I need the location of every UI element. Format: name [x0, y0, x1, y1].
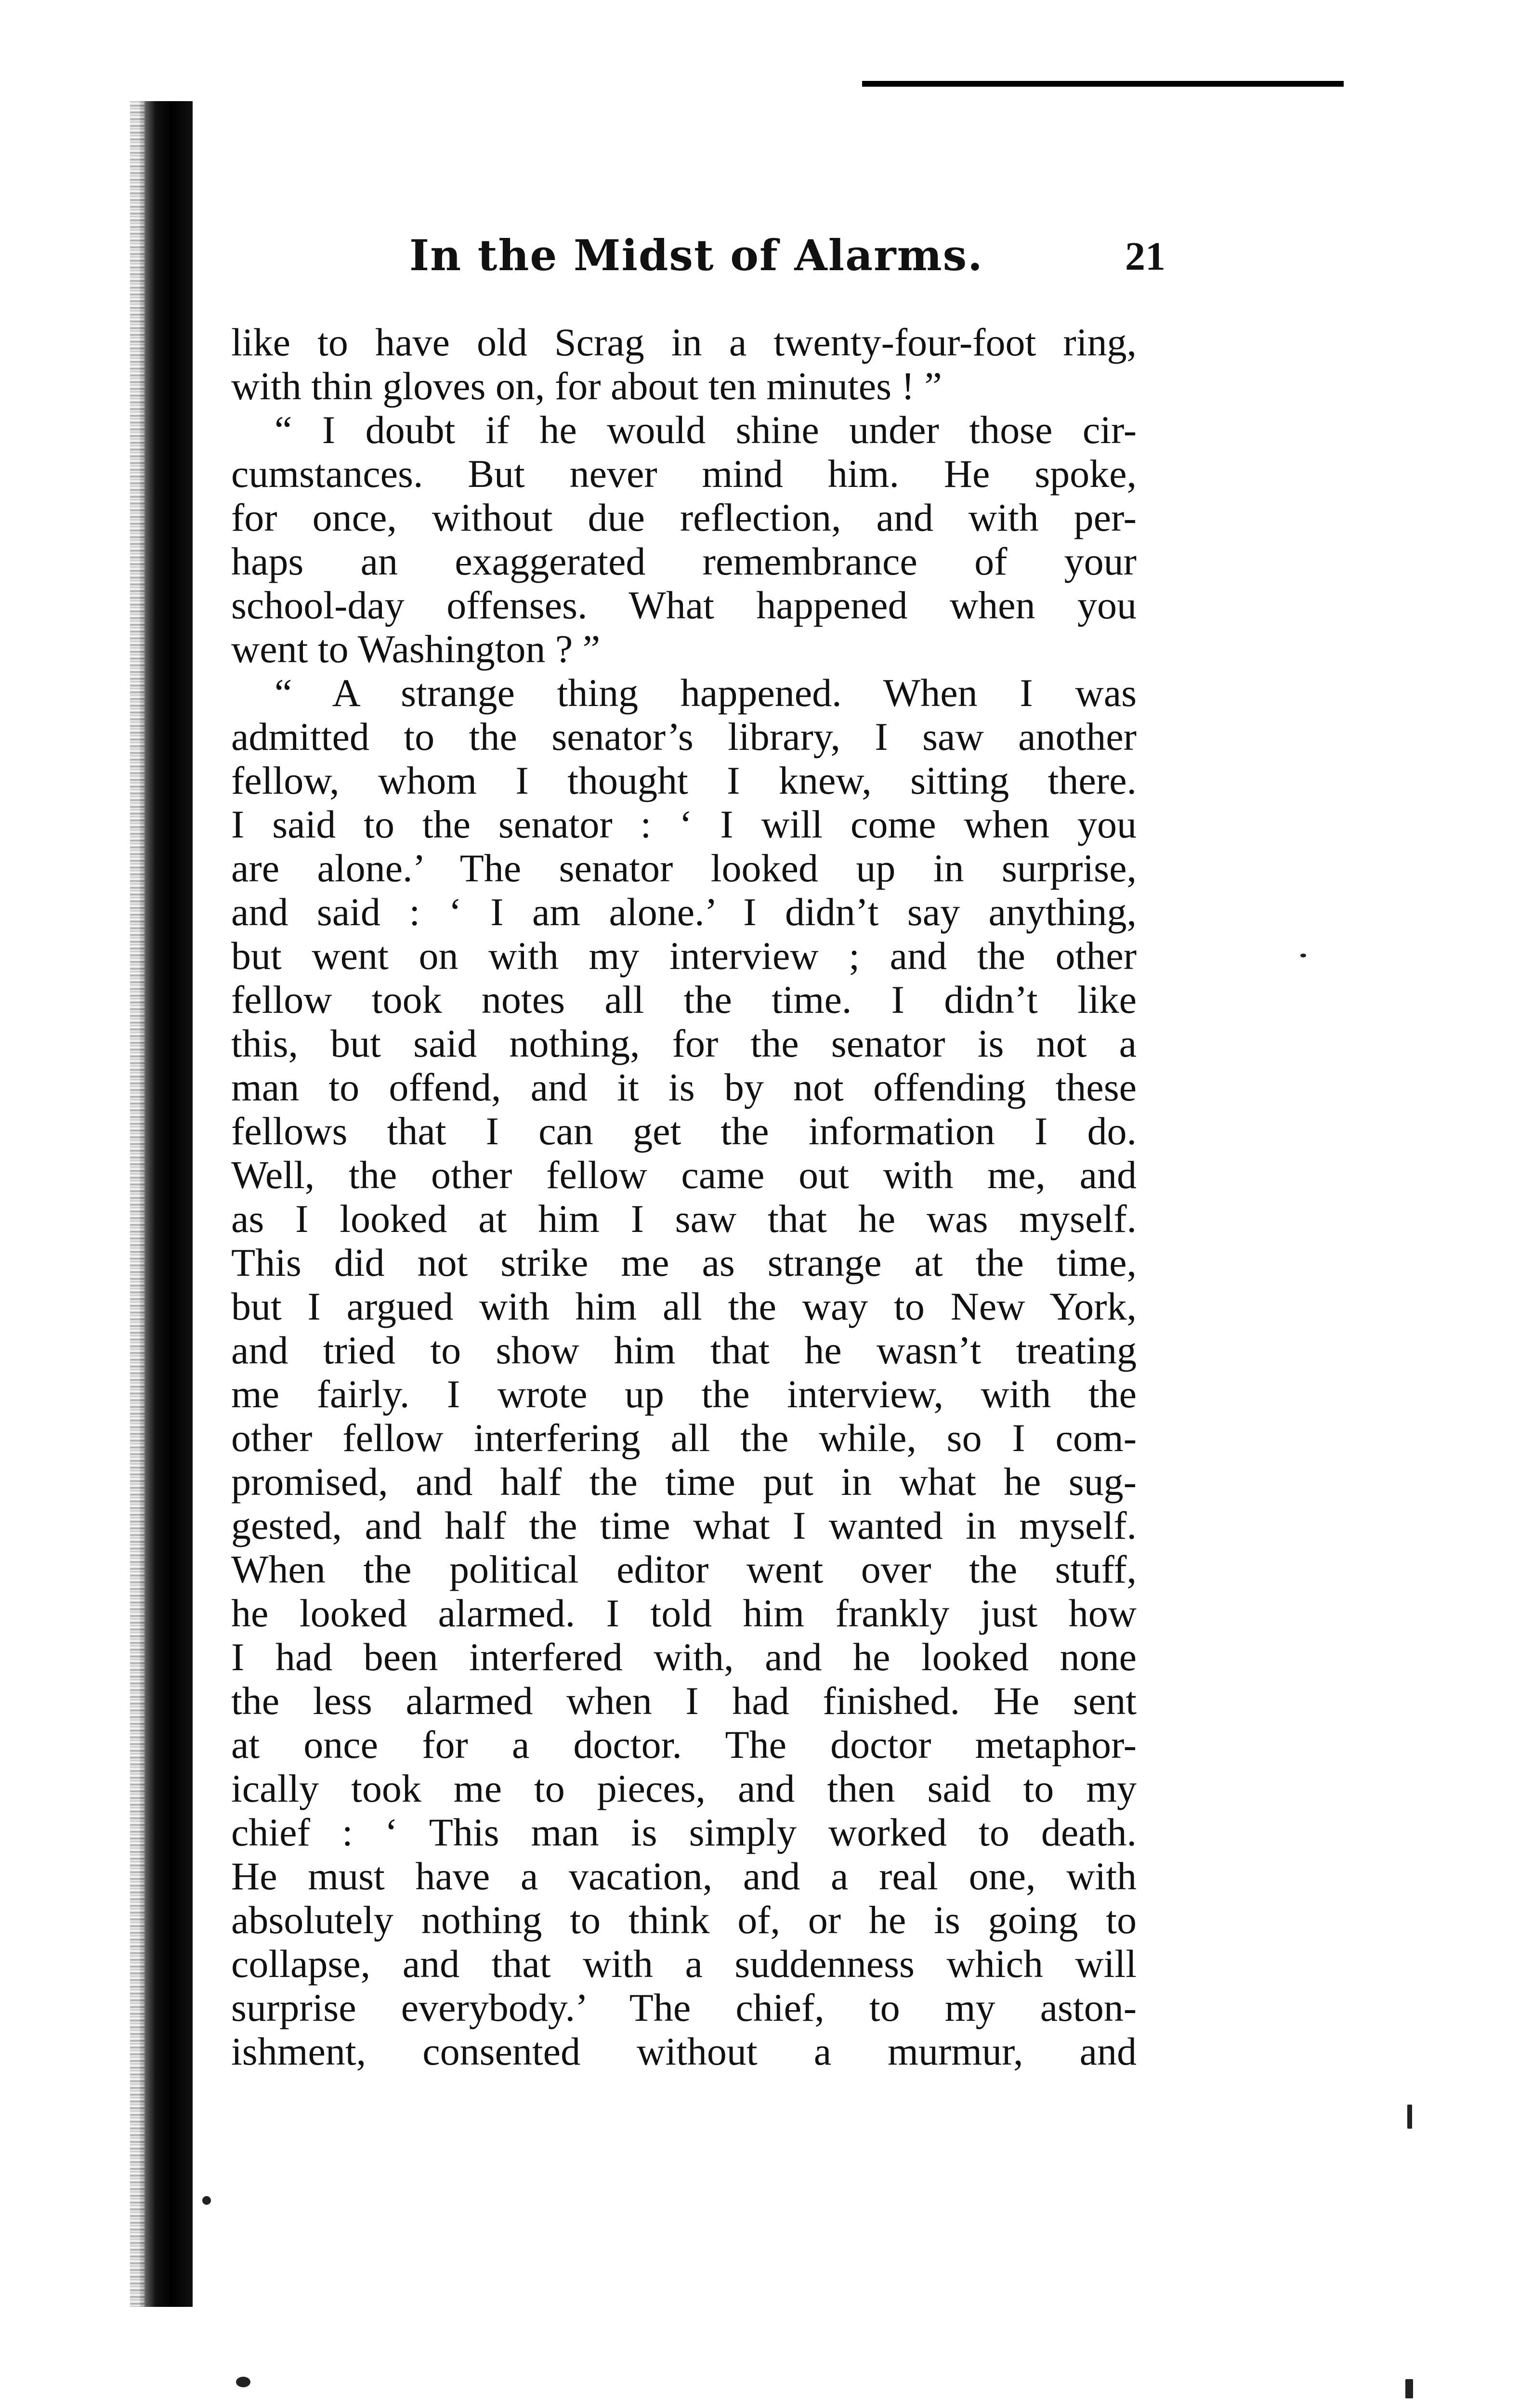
scan-speck: [1300, 954, 1306, 957]
text-line: but went on with my interview ; and the other: [231, 934, 1137, 978]
text-line: cumstances. But never mind him. He spoke,: [231, 452, 1137, 496]
text-line: fellow, whom I thought I knew, sitting there.: [231, 759, 1137, 802]
text-line: with thin gloves on, for about ten minutes ! ”: [231, 364, 942, 408]
text-line: like to have old Scrag in a twenty-four-foot ring,: [231, 320, 1137, 364]
text-line: fellows that I can get the information I do.: [231, 1109, 1137, 1153]
text-line: He must have a vacation, and a real one, with: [231, 1854, 1137, 1898]
text-line: I had been interfered with, and he looked none: [231, 1635, 1137, 1679]
top-rule: [862, 81, 1344, 87]
binding-edge: [140, 101, 193, 2307]
text-line: Well, the other fellow came out with me, and: [231, 1153, 1137, 1197]
page-header: [231, 226, 1165, 299]
text-line: collapse, and that with a suddenness which will: [231, 1942, 1137, 1986]
text-line: and said : ‘ I am alone.’ I didn’t say anything,: [231, 890, 1137, 934]
body-text: [231, 320, 1137, 2073]
text-line: fellow took notes all the time. I didn’t like: [231, 978, 1137, 1021]
text-line: I said to the senator : ‘ I will come when you: [231, 802, 1137, 846]
scan-speck: [1407, 2105, 1412, 2129]
text-line: “ I doubt if he would shine under those cir-: [275, 408, 1137, 452]
text-line: and tried to show him that he wasn’t treating: [231, 1328, 1137, 1372]
text-line: ishment, consented without a murmur, and: [231, 2029, 1137, 2073]
text-line: he looked alarmed. I told him frankly just how: [231, 1591, 1137, 1635]
text-line: at once for a doctor. The doctor metaphor-: [231, 1723, 1137, 1767]
text-line: went to Washington ? ”: [231, 627, 601, 671]
text-line: for once, without due reflection, and with per-: [231, 496, 1137, 539]
text-line: ically took me to pieces, and then said to my: [231, 1767, 1137, 1810]
text-line: school-day offenses. What happened when you: [231, 583, 1137, 627]
text-line: admitted to the senator’s library, I saw another: [231, 715, 1137, 759]
text-line: this, but said nothing, for the senator is not a: [231, 1021, 1137, 1065]
text-line: promised, and half the time put in what he sug-: [231, 1460, 1137, 1504]
text-line: chief : ‘ This man is simply worked to death.: [231, 1810, 1137, 1854]
text-line: but I argued with him all the way to New York,: [231, 1284, 1137, 1328]
running-head: In the Midst of Alarms.: [409, 230, 983, 280]
scan-speck: [202, 2196, 211, 2205]
text-line: “ A strange thing happened. When I was: [275, 671, 1137, 715]
text-line: absolutely nothing to think of, or he is going to: [231, 1898, 1137, 1942]
text-line: This did not strike me as strange at the time,: [231, 1241, 1137, 1284]
page-number: 21: [1125, 234, 1165, 279]
scan-speck: [236, 2377, 250, 2387]
text-line: man to offend, and it is by not offending these: [231, 1065, 1137, 1109]
text-line: haps an exaggerated remembrance of your: [231, 539, 1137, 583]
binding-shadow: [130, 101, 144, 2307]
text-line: are alone.’ The senator looked up in surprise,: [231, 846, 1137, 890]
text-line: When the political editor went over the stuff,: [231, 1547, 1137, 1591]
text-line: other fellow interfering all the while, so I com-: [231, 1416, 1137, 1460]
text-line: gested, and half the time what I wanted in myself.: [231, 1504, 1137, 1547]
text-line: the less alarmed when I had finished. He sent: [231, 1679, 1137, 1723]
text-line: me fairly. I wrote up the interview, with the: [231, 1372, 1137, 1416]
scan-speck: [1405, 2379, 1413, 2398]
text-line: surprise everybody.’ The chief, to my aston-: [231, 1986, 1137, 2029]
text-line: as I looked at him I saw that he was myself.: [231, 1197, 1137, 1241]
